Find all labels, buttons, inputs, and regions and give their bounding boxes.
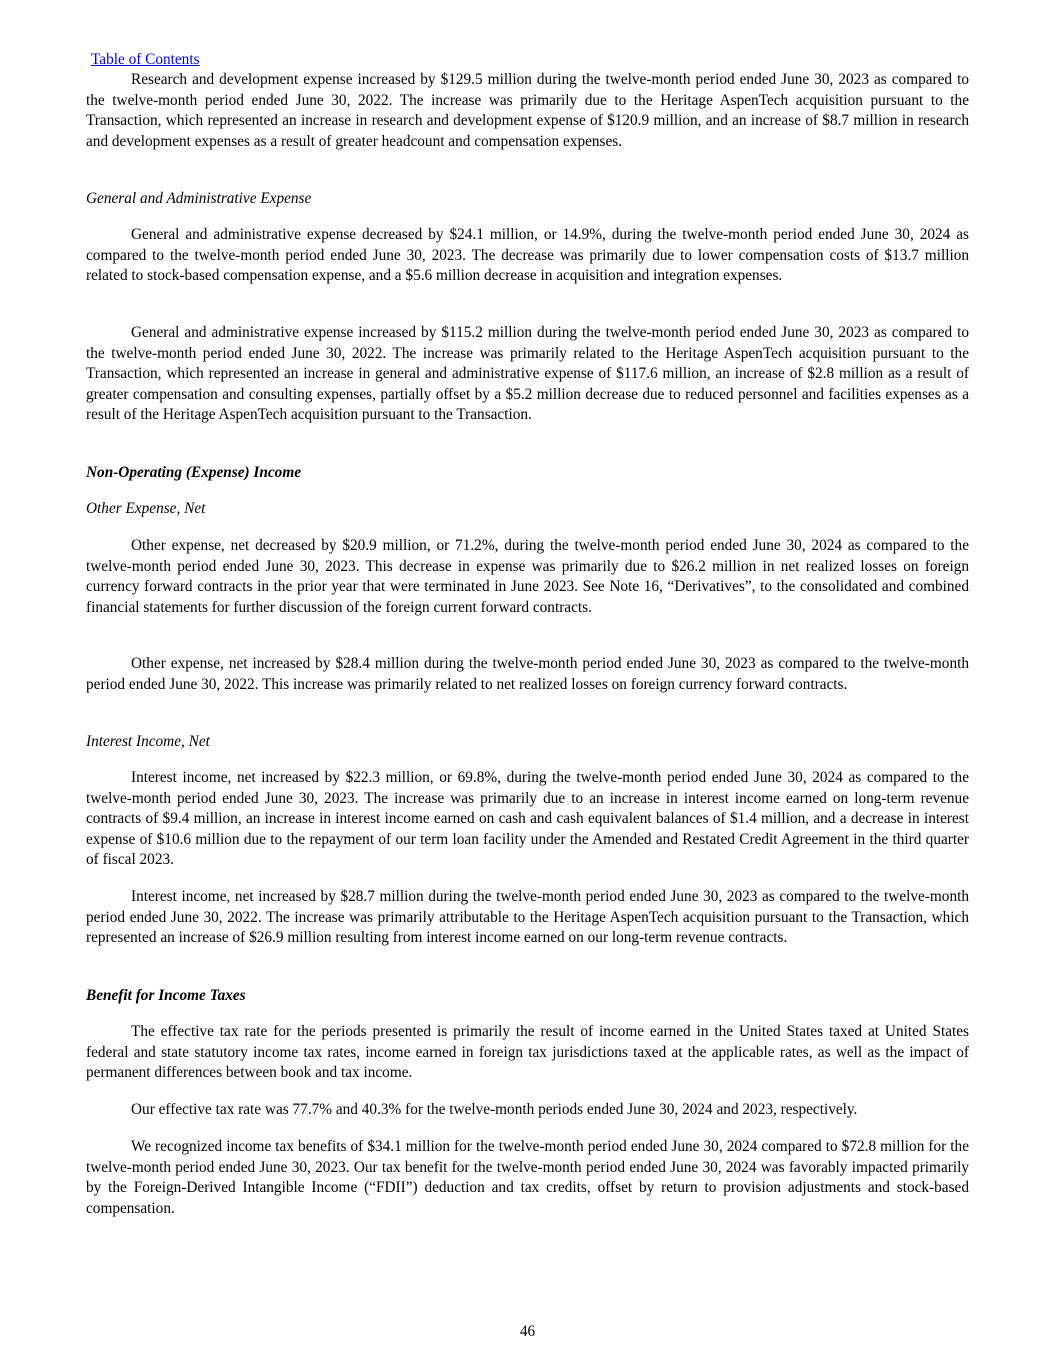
page-number: 46 <box>519 1323 536 1340</box>
heading-benefit-income-taxes: Benefit for Income Taxes <box>86 987 246 1004</box>
heading-non-operating-income: Non-Operating (Expense) Income <box>86 464 302 481</box>
paragraph-ga-expense-2023: General and administrative expense increased by $115.2 million during the twelve-month period ended June 30, 2023 as compared to the twelve-month period ended June 30, 2022. The increase was primarily related to the Heritage AspenTech acquisition pursuant to the Transaction, which represented an increase in general and administrative expense of $117.6 million, an increase of $2.8 million as a result of greater compensation and consulting expenses, partially offset by a $5.2 million decrease due to reduced personnel and facilities expenses as a result of the Heritage AspenTech acquisition pursuant to the Transaction. <box>86 324 969 424</box>
subheading-other-expense-net: Other Expense, Net <box>86 500 206 517</box>
paragraph-effective-tax-rate-basis: The effective tax rate for the periods presented is primarily the result of income earned in the United States taxed at United States federal and state statutory income tax rates, income earned in foreign tax jurisdictions taxed at the applicable rates, as well as the impact of permanent differences between book and tax income. <box>86 1023 969 1082</box>
paragraph-ga-expense-2024: General and administrative expense decreased by $24.1 million, or 14.9%, during the twelve-month period ended June 30, 2024 as compared to the twelve-month period ended June 30, 2023. The decrease was primarily due to lower compensation costs of $13.7 million related to stock-based compensation expense, and a $5.6 million decrease in acquisition and integration expenses. <box>86 226 969 285</box>
table-of-contents-link[interactable]: Table of Contents <box>91 51 200 68</box>
paragraph-interest-income-2024: Interest income, net increased by $22.3 million, or 69.8%, during the twelve-month period ended June 30, 2024 as compared to the twelve-month period ended June 30, 2023. The increase was primarily due to an increase in interest income earned on long-term revenue contracts of $9.4 million, an increase in interest income earned on cash and cash equivalent balances of $1.4 million, and a decrease in interest expense of $10.6 million due to the repayment of our term loan facility under the Amended and Restated Credit Agreement in the third quarter of fiscal 2023. <box>86 769 969 869</box>
paragraph-rd-expense-2023: Research and development expense increased by $129.5 million during the twelve-month period ended June 30, 2023 as compared to the twelve-month period ended June 30, 2022. The increase was primarily due to the Heritage AspenTech acquisition pursuant to the Transaction, which represented an increase in research and development expense of $120.9 million, and an increase of $8.7 million in research and development expenses as a result of greater headcount and compensation expenses. <box>86 71 969 150</box>
paragraph-other-expense-2024: Other expense, net decreased by $20.9 million, or 71.2%, during the twelve-month period ended June 30, 2024 as compared to the twelve-month period ended June 30, 2023. This decrease in expense was primarily due to $26.2 million in net realized losses on foreign currency forward contracts in the prior year that were terminated in June 2023. See Note 16, “Derivatives”, to the consolidated and combined financial statements for further discussion of the foreign current forward contracts. <box>86 537 969 616</box>
subheading-interest-income-net: Interest Income, Net <box>86 733 210 750</box>
paragraph-other-expense-2023: Other expense, net increased by $28.4 million during the twelve-month period ended June 30, 2023 as compared to the twelve-month period ended June 30, 2022. This increase was primarily related to net realized losses on foreign currency forward contracts. <box>86 655 969 693</box>
paragraph-effective-tax-rate: Our effective tax rate was 77.7% and 40.3% for the twelve-month periods ended June 30, 2024 and 2023, respectively. <box>131 1101 858 1118</box>
subheading-general-admin-expense: General and Administrative Expense <box>86 190 312 207</box>
paragraph-interest-income-2023: Interest income, net increased by $28.7 million during the twelve-month period ended June 30, 2023 as compared to the twelve-month period ended June 30, 2022. The increase was primarily attributable to the Heritage AspenTech acquisition pursuant to the Transaction, which represented an increase of $26.9 million resulting from interest income earned on our long-term revenue contracts. <box>86 888 969 947</box>
paragraph-income-tax-benefits: We recognized income tax benefits of $34.1 million for the twelve-month period ended June 30, 2024 compared to $72.8 million for the twelve-month period ended June 30, 2023. Our tax benefit for the twelve-month period ended June 30, 2024 was favorably impacted primarily by the Foreign-Derived Intangible Income (“FDII”) deduction and tax credits, offset by return to provision adjustments and stock-based compensation. <box>86 1138 969 1217</box>
